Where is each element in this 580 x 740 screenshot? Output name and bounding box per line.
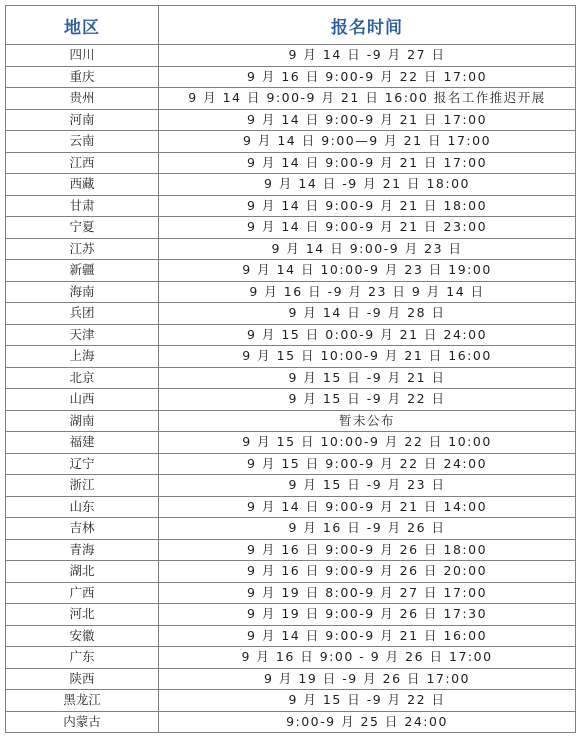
- table-row: [6, 109, 576, 131]
- registration-time-cell: 9 月 15 日 -9 月 22 日: [159, 690, 576, 712]
- table-row: [6, 281, 576, 303]
- region-cell: 云南: [6, 131, 159, 153]
- region-cell: 山东: [6, 496, 159, 518]
- table-row: [6, 195, 576, 217]
- table-row: [6, 604, 576, 626]
- region-cell: 宁夏: [6, 217, 159, 239]
- region-cell: 安徽: [6, 625, 159, 647]
- table-row: [6, 260, 576, 282]
- registration-time-cell: 9 月 14 日 9:00-9 月 23 日: [159, 238, 576, 260]
- region-cell: 辽宁: [6, 453, 159, 475]
- header-region: 地区: [6, 6, 159, 45]
- table-row: [6, 539, 576, 561]
- registration-time-cell: 9 月 14 日 9:00-9 月 21 日 17:00: [159, 152, 576, 174]
- table-body: [6, 45, 576, 733]
- region-cell: 河南: [6, 109, 159, 131]
- region-cell: 江西: [6, 152, 159, 174]
- registration-time-cell: 9 月 19 日 9:00-9 月 26 日 17:30: [159, 604, 576, 626]
- region-cell: 甘肃: [6, 195, 159, 217]
- region-cell: 浙江: [6, 475, 159, 497]
- region-cell: 内蒙古: [6, 711, 159, 733]
- registration-time-cell: 9 月 14 日 9:00—9 月 21 日 17:00: [159, 131, 576, 153]
- table-row: [6, 453, 576, 475]
- region-cell: 重庆: [6, 66, 159, 88]
- registration-time-cell: 9 月 14 日 9:00-9 月 21 日 14:00: [159, 496, 576, 518]
- table-row: [6, 131, 576, 153]
- region-cell: 青海: [6, 539, 159, 561]
- table-row: [6, 582, 576, 604]
- table-row: [6, 389, 576, 411]
- table-row: [6, 518, 576, 540]
- table-row: [6, 647, 576, 669]
- registration-schedule-table: [5, 5, 576, 733]
- table-row: [6, 496, 576, 518]
- registration-time-cell: 9 月 15 日 -9 月 22 日: [159, 389, 576, 411]
- registration-time-cell: 9 月 14 日 9:00-9 月 21 日 17:00: [159, 109, 576, 131]
- table-row: [6, 367, 576, 389]
- registration-time-cell: 9 月 16 日 -9 月 23 日 9 月 14 日: [159, 281, 576, 303]
- region-cell: 贵州: [6, 88, 159, 110]
- registration-time-cell: 9 月 15 日 0:00-9 月 21 日 24:00: [159, 324, 576, 346]
- table-row: [6, 711, 576, 733]
- registration-time-cell: 9 月 14 日 -9 月 27 日: [159, 45, 576, 67]
- region-cell: 湖北: [6, 561, 159, 583]
- registration-time-cell: 9 月 14 日 9:00-9 月 21 日 16:00: [159, 625, 576, 647]
- region-cell: 江苏: [6, 238, 159, 260]
- table-row: [6, 152, 576, 174]
- region-cell: 广西: [6, 582, 159, 604]
- table-row: [6, 561, 576, 583]
- registration-time-cell: 9 月 16 日 9:00-9 月 22 日 17:00: [159, 66, 576, 88]
- registration-time-cell: 9 月 14 日 -9 月 21 日 18:00: [159, 174, 576, 196]
- table-row: [6, 668, 576, 690]
- region-cell: 山西: [6, 389, 159, 411]
- region-cell: 广东: [6, 647, 159, 669]
- table-row: [6, 432, 576, 454]
- registration-time-cell: 9 月 15 日 10:00-9 月 22 日 10:00: [159, 432, 576, 454]
- table-header-row: [6, 6, 576, 45]
- region-cell: 北京: [6, 367, 159, 389]
- region-cell: 黑龙江: [6, 690, 159, 712]
- table-row: [6, 217, 576, 239]
- registration-time-cell: 9 月 14 日 10:00-9 月 23 日 19:00: [159, 260, 576, 282]
- region-cell: 海南: [6, 281, 159, 303]
- registration-table-container: [5, 5, 575, 733]
- header-registration-time: 报名时间: [159, 6, 576, 45]
- registration-time-cell: 9 月 14 日 9:00-9 月 21 日 23:00: [159, 217, 576, 239]
- table-row: [6, 174, 576, 196]
- registration-time-cell: 9 月 19 日 8:00-9 月 27 日 17:00: [159, 582, 576, 604]
- region-cell: 上海: [6, 346, 159, 368]
- registration-time-cell: 9 月 15 日 -9 月 21 日: [159, 367, 576, 389]
- registration-time-cell: 9 月 14 日 9:00-9 月 21 日 18:00: [159, 195, 576, 217]
- registration-time-cell: 9 月 15 日 -9 月 23 日: [159, 475, 576, 497]
- region-cell: 吉林: [6, 518, 159, 540]
- table-row: [6, 346, 576, 368]
- registration-time-cell: 9:00-9 月 25 日 24:00: [159, 711, 576, 733]
- table-row: [6, 66, 576, 88]
- registration-time-cell: 9 月 14 日 9:00-9 月 21 日 16:00 报名工作推迟开展: [159, 88, 576, 110]
- region-cell: 兵团: [6, 303, 159, 325]
- registration-time-cell: 9 月 16 日 9:00-9 月 26 日 18:00: [159, 539, 576, 561]
- region-cell: 陕西: [6, 668, 159, 690]
- registration-time-cell: 9 月 16 日 9:00-9 月 26 日 20:00: [159, 561, 576, 583]
- region-cell: 西藏: [6, 174, 159, 196]
- table-row: [6, 303, 576, 325]
- registration-time-cell: 9 月 16 日 -9 月 26 日: [159, 518, 576, 540]
- region-cell: 新疆: [6, 260, 159, 282]
- registration-time-cell: 9 月 15 日 9:00-9 月 22 日 24:00: [159, 453, 576, 475]
- table-row: [6, 45, 576, 67]
- region-cell: 河北: [6, 604, 159, 626]
- table-row: [6, 475, 576, 497]
- table-row: [6, 690, 576, 712]
- table-row: [6, 410, 576, 432]
- registration-time-cell: 9 月 16 日 9:00 - 9 月 26 日 17:00: [159, 647, 576, 669]
- table-row: [6, 238, 576, 260]
- region-cell: 天津: [6, 324, 159, 346]
- registration-time-cell: 9 月 14 日 -9 月 28 日: [159, 303, 576, 325]
- registration-time-cell: 暂未公布: [159, 410, 576, 432]
- registration-time-cell: 9 月 15 日 10:00-9 月 21 日 16:00: [159, 346, 576, 368]
- table-row: [6, 324, 576, 346]
- table-row: [6, 625, 576, 647]
- region-cell: 福建: [6, 432, 159, 454]
- region-cell: 四川: [6, 45, 159, 67]
- table-row: [6, 88, 576, 110]
- registration-time-cell: 9 月 19 日 -9 月 26 日 17:00: [159, 668, 576, 690]
- region-cell: 湖南: [6, 410, 159, 432]
